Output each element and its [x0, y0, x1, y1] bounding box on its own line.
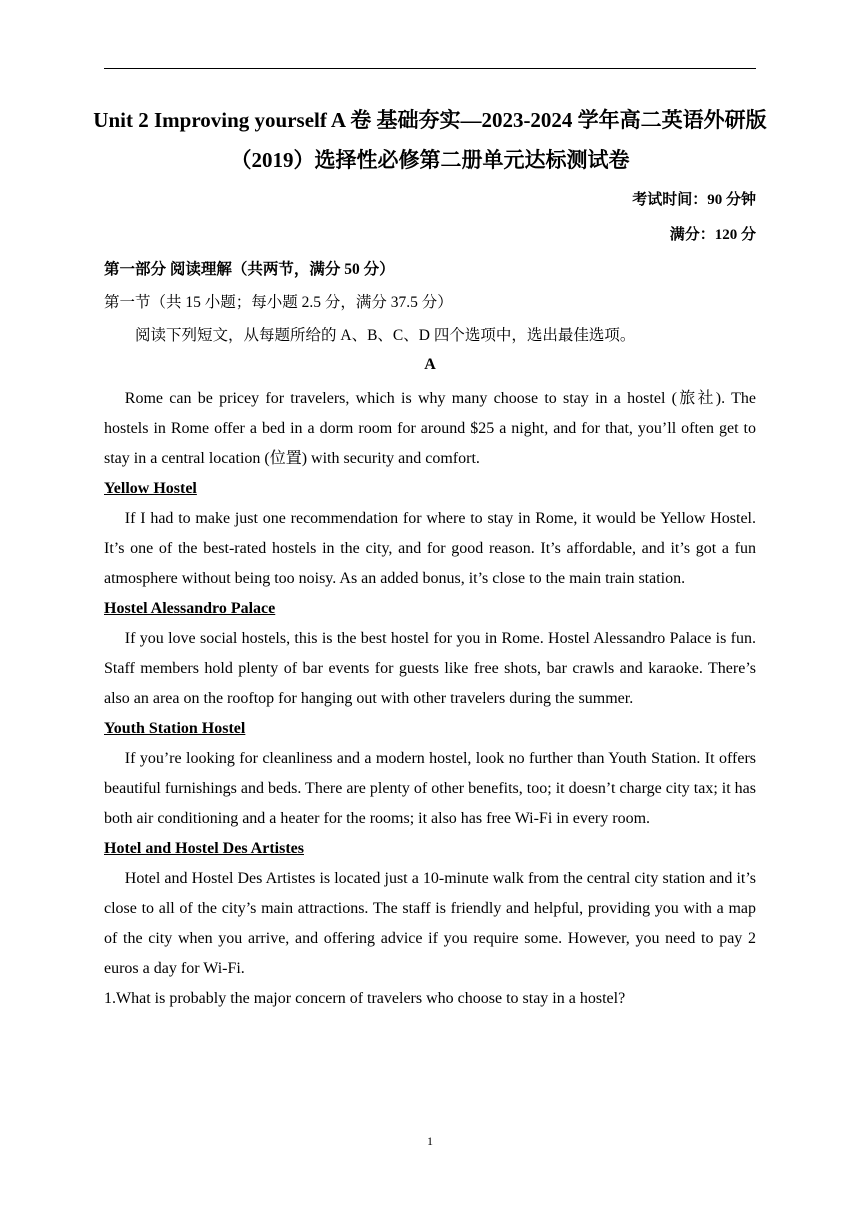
header-rule — [104, 68, 756, 69]
passage-body — [104, 384, 756, 1014]
page-number: 1 — [427, 1134, 433, 1148]
passage-label: A — [424, 356, 436, 373]
hostel-paragraph: If I had to make just one recommendation for where to stay in Rome, it would be Yellow Hostel. It’s one of the best-rated hostels in the city, and for good reason. It’s affordable, and it’s got a fun atmosphere without being too noisy. As an added bonus, it’s close to the main train station. — [104, 510, 756, 587]
hostel-heading: Yellow Hostel — [104, 480, 197, 497]
section-heading: 第一节（共 15 小题；每小题 2.5 分，满分 37.5 分） — [104, 294, 453, 311]
intro-paragraph: Rome can be pricey for travelers, which is why many choose to stay in a hostel (旅社). The hostels in Rome offer a bed in a dorm room for around $25 a night, and for that, you’ll often get to stay in a central location (位置) with security and comfort. — [104, 390, 756, 467]
hostel-heading: Youth Station Hostel — [104, 720, 246, 737]
full-score: 满分：120 分 — [669, 227, 756, 243]
hostel-heading: Hostel Alessandro Palace — [104, 600, 276, 617]
instruction-text: 阅读下列短文，从每题所给的 A、B、C、D 四个选项中，选出最佳选项。 — [135, 327, 636, 344]
part-heading: 第一部分 阅读理解（共两节，满分 50 分） — [104, 261, 395, 278]
hostel-paragraph: If you love social hostels, this is the best hostel for you in Rome. Hostel Alessandro Palace is fun. Staff members hold plenty of bar events for guests like free shots, bar crawls and karaoke. There’s also an area on the rooftop for hanging out with other travelers during the summer. — [104, 630, 756, 707]
question-1: 1.What is probably the major concern of travelers who choose to stay in a hostel? — [104, 990, 626, 1007]
hostel-paragraph: Hotel and Hostel Des Artistes is located just a 10-minute walk from the central city station and it’s close to all of the city’s main attractions. The staff is friendly and helpful, providing you with a map of the city when you arrive, and offering advice if you require some. However, you need to pay 2 euros a day for Wi-Fi. — [104, 870, 756, 977]
hostel-paragraph: If you’re looking for cleanliness and a modern hostel, look no further than Youth Station. It offers beautiful furnishings and beds. There are plenty of other benefits, too; it doesn’t charge city tax; it has both air conditioning and a heater for the rooms; it also has free Wi-Fi in every room. — [104, 750, 756, 827]
page-title: Unit 2 Improving yourself A 卷 基础夯实—2023-2024 学年高二英语外研版（2019）选择性必修第二册单元达标测试卷 — [93, 108, 767, 172]
hostel-heading: Hotel and Hostel Des Artistes — [104, 840, 304, 857]
exam-time: 考试时间：90 分钟 — [632, 192, 756, 208]
